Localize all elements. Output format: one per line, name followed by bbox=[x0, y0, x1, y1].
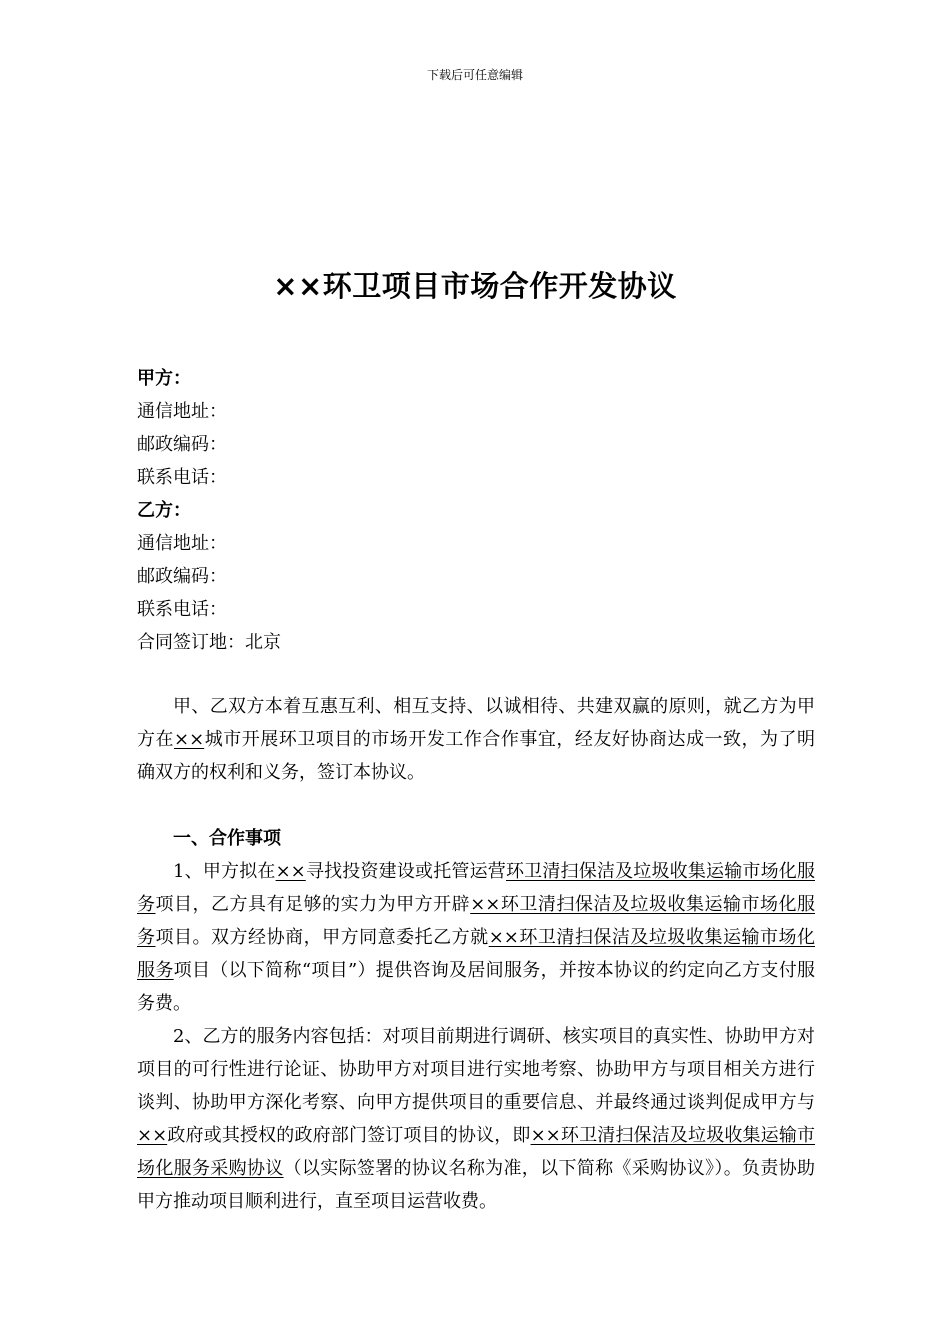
clause-2-underline-2: ××环卫清扫保洁及垃圾收集运输市场化服务采购协议 bbox=[137, 1125, 816, 1179]
clause-1-underline-3: ××环卫清扫保洁及垃圾收集运输市场化服务 bbox=[137, 894, 816, 948]
page-header-note: 下载后可任意编辑 bbox=[426, 68, 523, 82]
intro-paragraph bbox=[137, 690, 815, 789]
parties-block bbox=[137, 362, 817, 659]
party-b-postcode: 邮政编码： bbox=[137, 566, 227, 587]
section-heading: 一、合作事项 bbox=[173, 828, 281, 849]
party-b-label: 乙方： bbox=[137, 500, 191, 521]
intro-text-2: 城市开展环卫项目的市场开发工作合作事宜，经友好协商达成一致，为了明确双方的权利和义务，签订本协议。 bbox=[137, 729, 816, 783]
clause-2-blank-1: ×× bbox=[137, 1125, 168, 1146]
signing-place: 合同签订地：北京 bbox=[137, 632, 281, 653]
party-b-address: 通信地址： bbox=[137, 533, 227, 554]
document-title: ××环卫项目市场合作开发协议 bbox=[273, 269, 677, 303]
party-a-phone: 联系电话： bbox=[137, 467, 227, 488]
party-a-label: 甲方： bbox=[137, 368, 191, 389]
clause-2-text-2: 政府或其授权的政府部门签订项目的协议，即 bbox=[167, 1125, 531, 1146]
clause-1-blank-1: ×× bbox=[275, 861, 306, 882]
clause-1-text-3: 项目，乙方具有足够的实力为甲方开辟 bbox=[155, 894, 471, 915]
party-a-postcode: 邮政编码： bbox=[137, 434, 227, 455]
party-b-phone: 联系电话： bbox=[137, 599, 227, 620]
intro-blank-city: ×× bbox=[174, 729, 205, 750]
clause-1-underline-2: 环卫清扫保洁及垃圾收集运输市场化服务 bbox=[137, 861, 815, 915]
clause-2-text-1: 2、乙方的服务内容包括：对项目前期进行调研、核实项目的真实性、协助甲方对项目的可行性进行论证、协助甲方对项目进行实地考察、协助甲方与项目相关方进行谈判、协助甲方深化考察、向甲方提供项目的重要信息、并最终通过谈判促成甲方与 bbox=[137, 1026, 815, 1113]
clause-1-text-1: 1、甲方拟在 bbox=[173, 861, 276, 882]
clause-2 bbox=[137, 1020, 815, 1218]
clause-1-text-4: 项目。双方经协商，甲方同意委托乙方就 bbox=[155, 927, 489, 948]
section-cooperation bbox=[137, 822, 815, 1218]
intro-text-1: 甲、乙双方本着互惠互利、相互支持、以诚相待、共建双赢的原则，就乙方为甲方在 bbox=[137, 696, 815, 750]
clause-1 bbox=[137, 855, 815, 1020]
clause-1-underline-4: ××环卫清扫保洁及垃圾收集运输市场化服务 bbox=[137, 927, 815, 981]
clause-1-text-5: 项目（以下简称“项目”）提供咨询及居间服务，并按本协议的约定向乙方支付服务费。 bbox=[137, 960, 816, 1014]
party-a-address: 通信地址： bbox=[137, 401, 227, 422]
clause-2-text-3: （以实际签署的协议名称为准，以下简称《采购协议》）。负责协助甲方推动项目顺利进行，直至项目运营收费。 bbox=[137, 1158, 815, 1212]
clause-1-text-2: 寻找投资建设或托管运营 bbox=[305, 861, 506, 882]
